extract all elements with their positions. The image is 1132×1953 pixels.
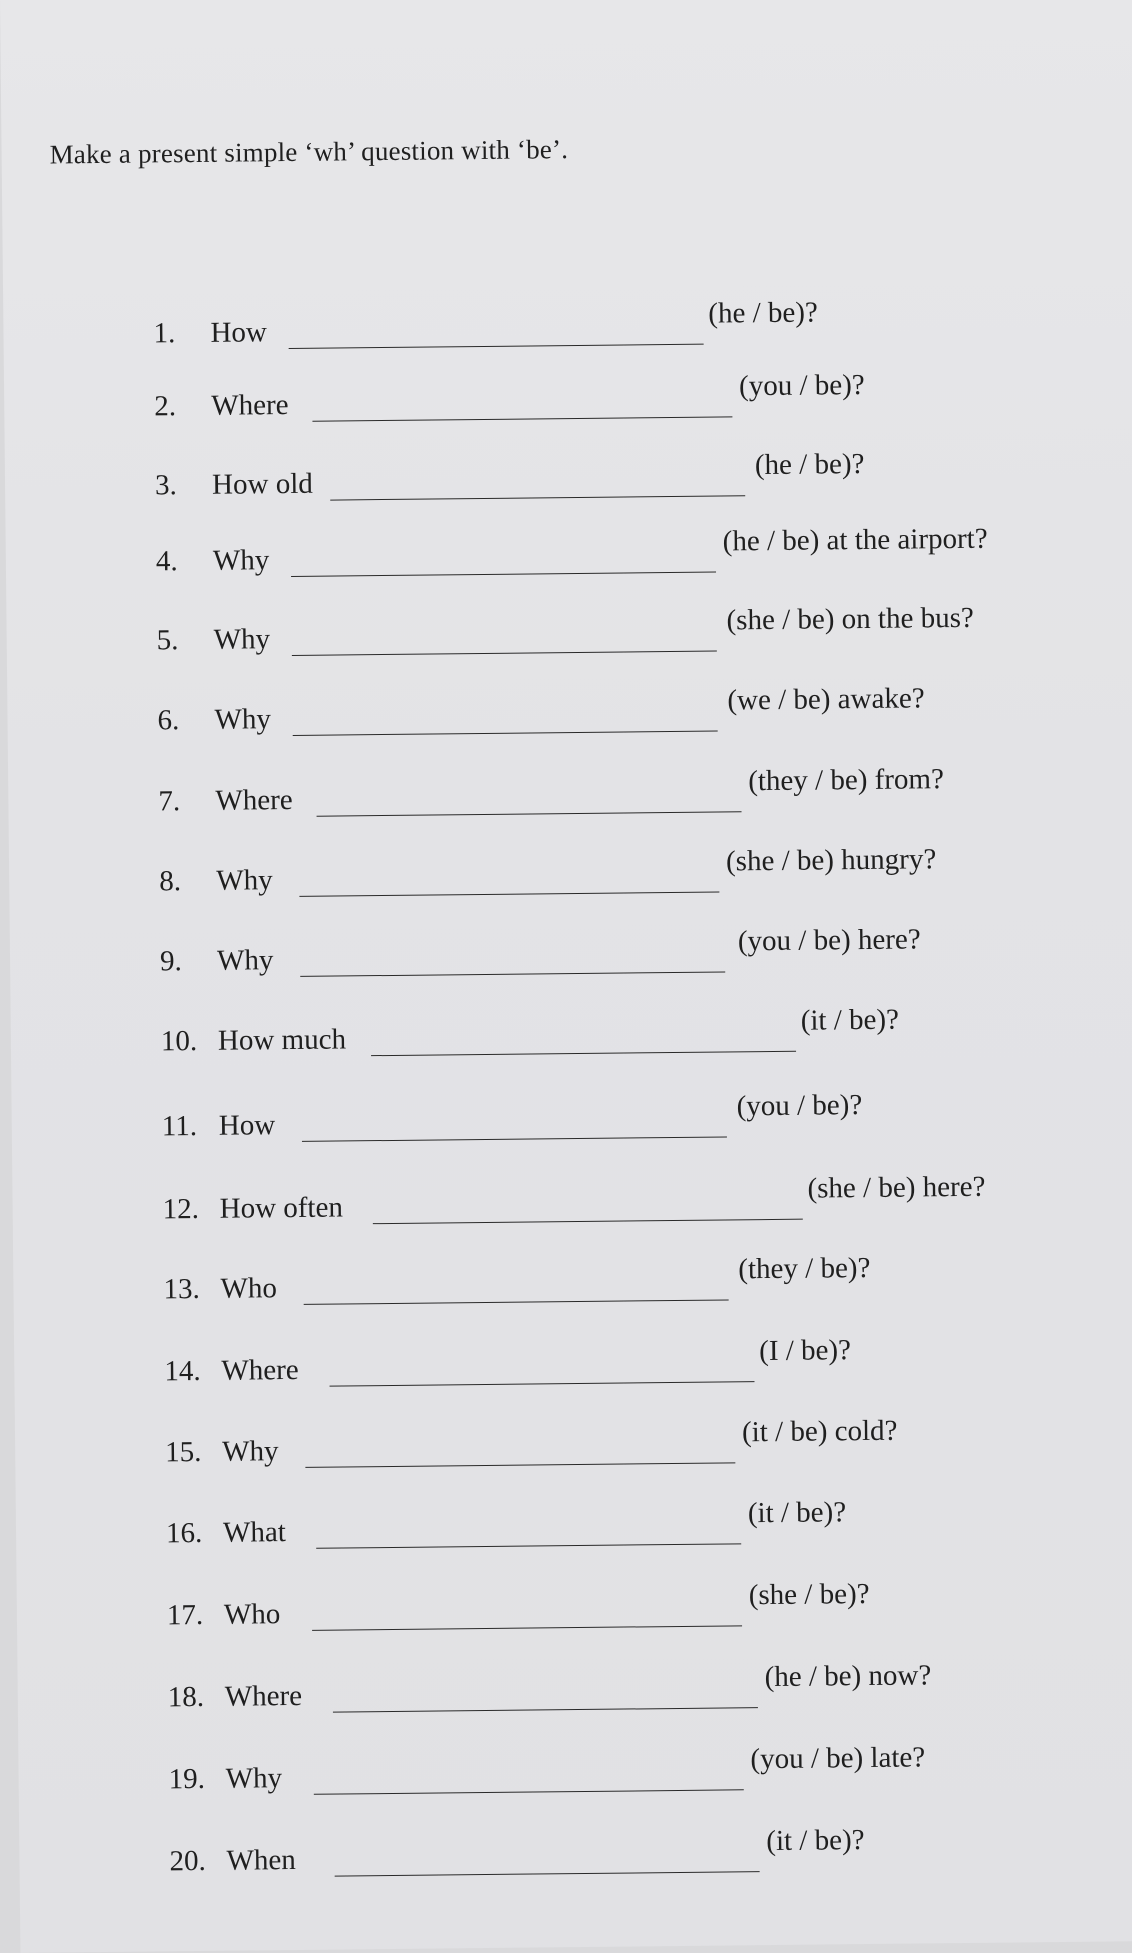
item-stem: What <box>222 1516 287 1549</box>
exercise-item <box>156 601 1116 657</box>
item-stem: Why <box>225 1762 283 1795</box>
item-prompt: (she / be)? <box>748 1577 870 1612</box>
answer-blank[interactable] <box>302 1136 727 1141</box>
answer-blank[interactable] <box>300 971 725 976</box>
item-stem: Why <box>216 944 274 977</box>
item-prompt: (it / be)? <box>800 1003 900 1037</box>
answer-blank[interactable] <box>312 1625 742 1631</box>
item-number: 10. <box>160 1024 198 1058</box>
item-prompt: (they / be)? <box>738 1251 871 1286</box>
item-stem: Why <box>212 544 270 577</box>
answer-blank[interactable] <box>333 1707 758 1712</box>
item-number: 20. <box>169 1844 206 1878</box>
item-number: 13. <box>163 1272 200 1306</box>
exercise-item <box>158 763 1118 818</box>
item-prompt: (you / be) here? <box>737 923 921 958</box>
item-number: 18. <box>167 1680 205 1714</box>
exercise-item <box>155 522 1116 578</box>
item-stem: Where <box>224 1679 303 1713</box>
item-stem: Where <box>211 389 289 422</box>
instruction-heading: Make a present simple ‘wh’ question with ‘be’. <box>49 134 569 170</box>
exercise-item <box>154 447 1115 502</box>
exercise-item <box>154 368 1114 423</box>
item-stem: How much <box>217 1023 347 1057</box>
exercise-item <box>157 682 1117 737</box>
exercise-item <box>165 1414 1125 1469</box>
exercise-item <box>162 1170 1122 1226</box>
exercise-item <box>153 296 1113 350</box>
item-stem: When <box>226 1844 296 1877</box>
item-prompt: (he / be) at the airport? <box>722 522 988 558</box>
answer-blank[interactable] <box>304 1299 729 1304</box>
answer-blank[interactable] <box>292 651 717 656</box>
exercise-item <box>167 1659 1128 1714</box>
exercise-item <box>160 1003 1121 1058</box>
exercise-item <box>168 1741 1128 1796</box>
item-stem: How often <box>219 1191 344 1225</box>
item-stem: Where <box>215 783 293 817</box>
item-number: 17. <box>166 1598 204 1632</box>
item-prompt: (it / be)? <box>766 1824 865 1858</box>
item-prompt: (it / be) cold? <box>741 1414 898 1449</box>
exercise-item <box>163 1251 1123 1306</box>
item-number: 4. <box>155 545 178 578</box>
item-prompt: (it / be)? <box>747 1496 847 1530</box>
item-number: 9. <box>159 945 182 978</box>
item-stem: Where <box>221 1353 299 1387</box>
item-stem: Who <box>220 1272 278 1305</box>
exercise-item <box>166 1577 1127 1632</box>
item-number: 5. <box>156 624 179 657</box>
item-prompt: (you / be)? <box>736 1089 863 1123</box>
item-stem: Who <box>223 1598 281 1631</box>
item-stem: Why <box>222 1435 279 1468</box>
answer-blank[interactable] <box>316 1543 741 1548</box>
item-prompt: (I / be)? <box>759 1334 852 1368</box>
item-stem: How <box>218 1109 276 1142</box>
item-number: 15. <box>165 1435 202 1469</box>
item-stem: How <box>210 316 268 349</box>
item-number: 2. <box>154 390 177 423</box>
item-prompt: (they / be) from? <box>748 763 945 798</box>
item-prompt: (he / be) now? <box>764 1659 932 1694</box>
answer-blank[interactable] <box>335 1871 760 1876</box>
item-prompt: (she / be) on the bus? <box>726 601 974 637</box>
item-stem: Why <box>216 864 273 897</box>
item-number: 19. <box>168 1762 206 1796</box>
item-stem: Why <box>213 623 271 656</box>
item-number: 7. <box>158 785 181 818</box>
item-number: 12. <box>162 1192 200 1226</box>
exercise-item <box>165 1496 1126 1550</box>
answer-blank[interactable] <box>312 416 732 421</box>
item-number: 3. <box>154 469 178 502</box>
item-prompt: (he / be)? <box>754 447 865 482</box>
answer-blank[interactable] <box>330 1381 755 1386</box>
item-number: 1. <box>153 317 176 350</box>
answer-blank[interactable] <box>330 495 745 500</box>
item-prompt: (we / be) awake? <box>727 682 925 717</box>
exercise-item <box>164 1334 1124 1388</box>
answer-blank[interactable] <box>373 1219 803 1225</box>
exercise-item <box>159 843 1119 898</box>
answer-blank[interactable] <box>291 572 716 577</box>
item-number: 16. <box>165 1516 203 1550</box>
item-stem: How old <box>211 467 313 501</box>
answer-blank[interactable] <box>305 1462 735 1468</box>
item-prompt: (you / be) late? <box>750 1741 926 1776</box>
answer-blank[interactable] <box>314 1789 744 1795</box>
item-prompt: (she / be) hungry? <box>725 843 937 878</box>
item-number: 11. <box>161 1109 198 1143</box>
exercise-item <box>161 1089 1122 1143</box>
answer-blank[interactable] <box>293 731 718 736</box>
answer-blank[interactable] <box>371 1051 796 1056</box>
item-number: 8. <box>159 865 182 898</box>
item-prompt: (you / be)? <box>738 368 865 403</box>
exercise-item <box>169 1824 1129 1878</box>
exercise-item <box>159 923 1120 978</box>
answer-blank[interactable] <box>317 811 742 816</box>
item-stem: Why <box>214 703 272 736</box>
item-prompt: (she / be) here? <box>807 1170 986 1205</box>
item-number: 6. <box>157 704 180 737</box>
item-number: 14. <box>164 1354 201 1388</box>
answer-blank[interactable] <box>299 892 719 897</box>
item-prompt: (he / be)? <box>708 296 818 330</box>
answer-blank[interactable] <box>289 344 704 349</box>
